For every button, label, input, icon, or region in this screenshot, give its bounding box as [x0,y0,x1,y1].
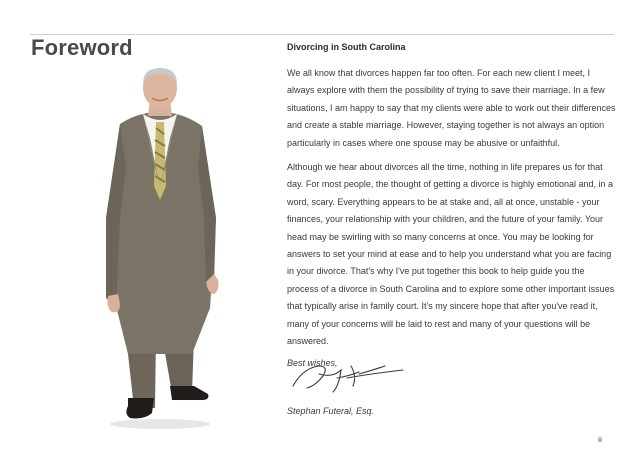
author-portrait [98,68,222,430]
foreword-text-column [287,42,617,368]
paragraph-2: Although we hear about divorces all the time, nothing in life prepares us for that day. For most people, the thought of getting a divorce is highly emotional and, in a word, scary. Everything appears to be at stake and, all at once, unstable - your finances, your relationship with your children, and the future of your family. Your head may be swirling with so many concerns at once. You may be looking for answers to set your mind at ease and to help you understand what you are facing in your divorce. That's why I've put together this book to help guide you the process of a divorce in South Carolina and to explore some other important issues that typically arise in family court. It's my sincere hope that after you've read it, many of your concerns will be laid to rest and many of your questions will be answered. [287,162,615,347]
page-number: ii [598,437,602,444]
closing-line: Best wishes, [287,357,338,368]
author-signature [289,356,409,394]
paragraph-1: We all know that divorces happen far too often. For each new client I meet, I always explore with them the possibility of trying to save their marriage. In a few situations, I am happy to say that my clients were able to work out their differences and create a stable marriage. However, staying together is not always an option particularly in cases where one spouse may be abusive or unfaithful. [287,68,616,148]
author-name: Stephan Futeral, Esq. [287,406,375,416]
page-heading: Foreword [31,35,133,60]
article-subtitle: Divorcing in South Carolina [287,42,406,52]
